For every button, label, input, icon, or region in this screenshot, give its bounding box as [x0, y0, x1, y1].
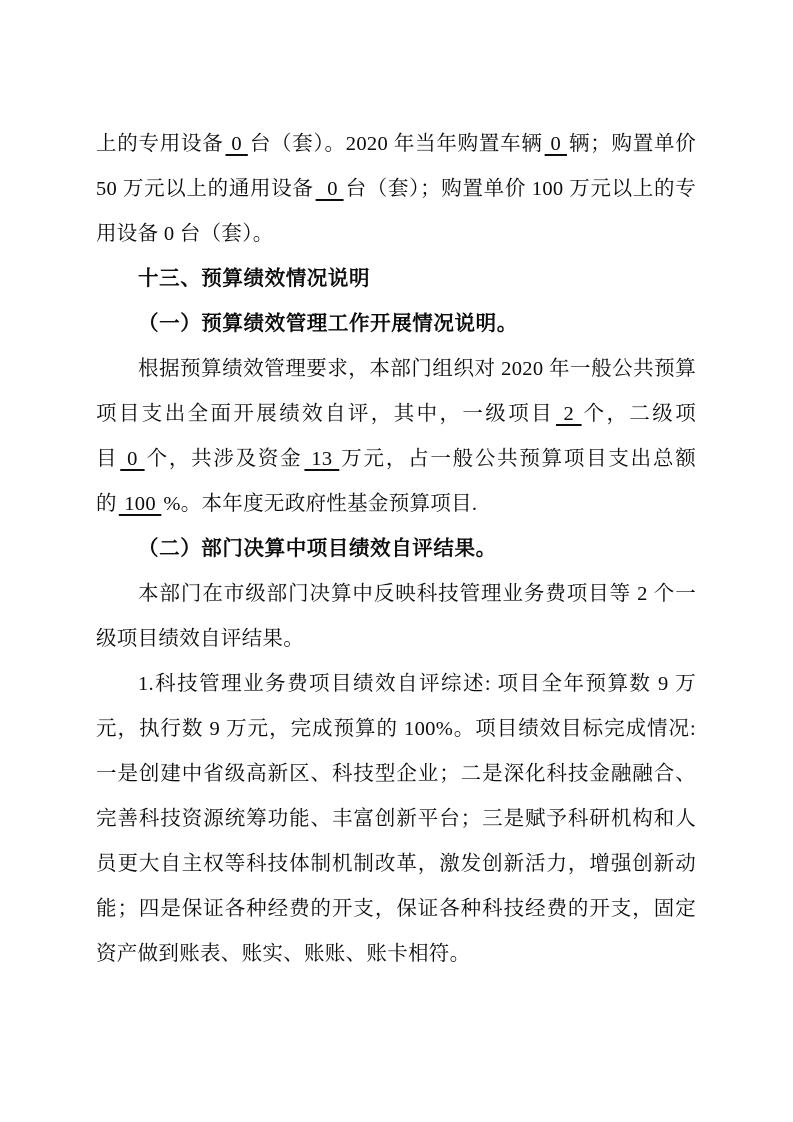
- text-run-underlined: 0: [225, 133, 248, 155]
- text-run-underlined: 13: [304, 448, 340, 470]
- text-run-underlined: 100: [118, 493, 162, 515]
- heading-section-13-2: （二）部门决算中项目绩效自评结果。: [138, 538, 497, 560]
- text-run-underlined: 0: [120, 448, 145, 470]
- text-run: 上的专用设备: [96, 133, 224, 155]
- text-run: 个，二级项目: [96, 403, 697, 470]
- text-run-underlined: 0: [544, 133, 567, 155]
- text-run: 辆；购置单价 50 万元以上的通用设备: [96, 133, 696, 200]
- heading-section-13: 十三、预算绩效情况说明: [138, 268, 371, 290]
- text-run: 台（套）；购置单价 100 万元以上的专用设备 0 台（套）。: [96, 178, 696, 245]
- text-run: 万元，占一般公共预算项目支出总额的: [96, 448, 696, 515]
- text-run: %。本年度无政府性基金预算项目.: [163, 493, 478, 515]
- text-run: 根据预算绩效管理要求，本部门组织对 2020 年一般公共预算项目支出全面开展绩效自评，其中，一级项目: [96, 358, 696, 425]
- heading-section-13-1: （一）预算绩效管理工作开展情况说明。: [138, 313, 518, 335]
- text-run-underlined: 0: [315, 178, 344, 200]
- text-run-underlined: 2: [556, 403, 582, 425]
- text-run: 个，共涉及资金: [146, 448, 303, 470]
- document-body: [96, 122, 696, 977]
- paragraph-self-eval-result: 本部门在市级部门决算中反映科技管理业务费项目等 2 个一级项目绩效自评结果。: [96, 583, 696, 650]
- paragraph-equipment: [96, 122, 696, 257]
- paragraph-item-1: 1.科技管理业务费项目绩效自评综述: 项目全年预算数 9 万元，执行数 9 万元，完成预算的 100%。项目绩效目标完成情况: 一是创建中省级高新区、科技型企业；二是深化科技金融融合、完善科技资源统筹功能、丰富创新平台；三是赋予科研机构和人员更大自主权等科技体制机制改革，激发创新活力，增强创新动能；四是保证各种经费的开支，保证各种科技经费的开支，固定资产做到账表、账实、账账、账卡相符。: [96, 673, 696, 965]
- text-run: 台（套）。2020 年当年购置车辆: [249, 133, 543, 155]
- paragraph-performance-overview: [96, 347, 696, 527]
